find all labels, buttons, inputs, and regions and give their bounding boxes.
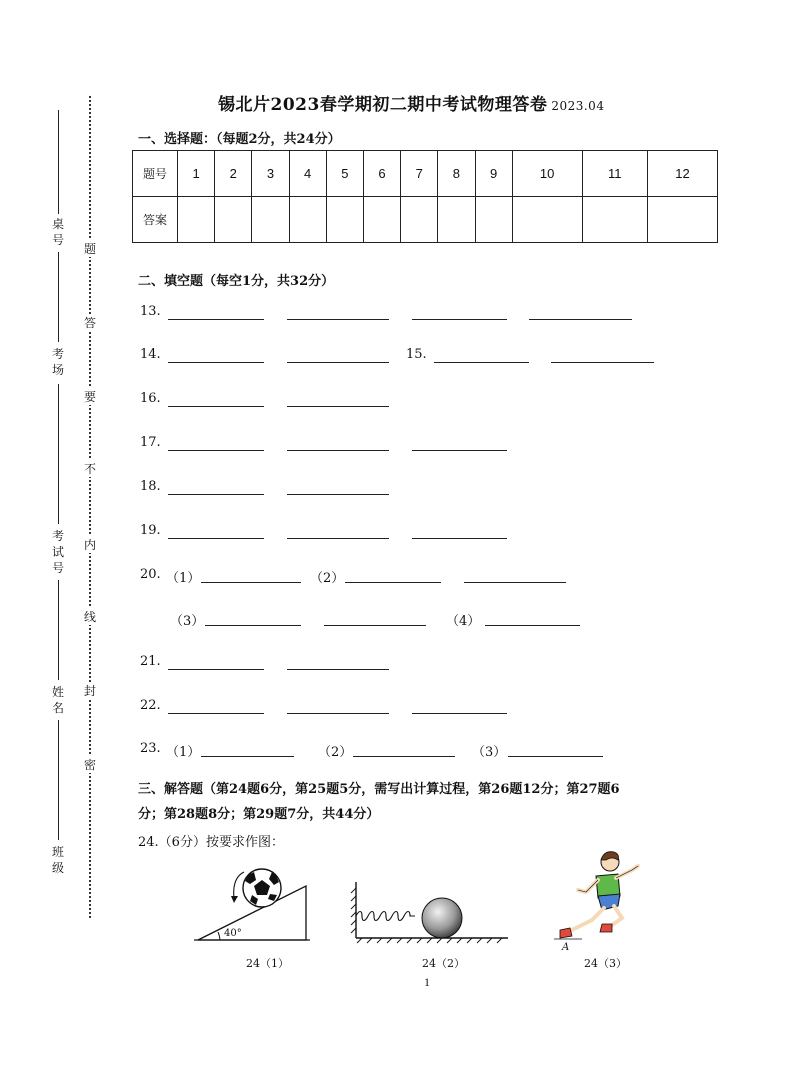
seal-char: 内 xyxy=(83,538,96,552)
answer-cell[interactable] xyxy=(363,197,400,243)
answer-blank[interactable] xyxy=(412,538,507,539)
answer-cell[interactable] xyxy=(178,197,215,243)
answer-blank[interactable] xyxy=(168,494,264,495)
answer-blank[interactable] xyxy=(353,756,455,757)
name-line[interactable] xyxy=(58,580,59,680)
answer-blank[interactable] xyxy=(168,406,264,407)
question-number: 2 xyxy=(215,151,252,197)
exam-id-label: 考试号 xyxy=(51,529,64,575)
answer-blank[interactable] xyxy=(551,362,654,363)
figure-caption-24-1: 24（1） xyxy=(246,957,289,970)
answer-cell[interactable] xyxy=(215,197,252,243)
name-label: 姓名 xyxy=(51,685,64,715)
question-14-label: 14. xyxy=(140,347,161,362)
seal-dotted-line xyxy=(89,96,91,918)
answer-cell[interactable] xyxy=(438,197,475,243)
question-number: 3 xyxy=(252,151,289,197)
part-1-label: （1） xyxy=(166,571,201,586)
answer-blank[interactable] xyxy=(168,669,264,670)
question-number: 5 xyxy=(326,151,363,197)
answer-cell[interactable] xyxy=(582,197,647,243)
seal-char: 要 xyxy=(83,390,96,404)
figure-running-boy[interactable] xyxy=(552,848,652,948)
class-line[interactable] xyxy=(58,720,59,840)
seal-char: 答 xyxy=(83,316,96,330)
answer-cell[interactable] xyxy=(475,197,512,243)
answer-blank[interactable] xyxy=(412,319,507,320)
question-20-label: 20. xyxy=(140,567,161,582)
answer-blank[interactable] xyxy=(287,362,389,363)
question-21-label: 21. xyxy=(140,654,161,669)
exam-room-label: 考场 xyxy=(51,347,64,377)
part-1-label: （1） xyxy=(166,745,201,760)
answer-blank[interactable] xyxy=(168,362,264,363)
exam-room-line[interactable] xyxy=(58,252,59,342)
figure-ball-on-incline[interactable] xyxy=(192,858,314,946)
section2-heading: 二、填空题（每空1分，共32分） xyxy=(138,274,335,289)
figure-caption-24-2: 24（2） xyxy=(422,957,465,970)
table-row xyxy=(133,197,718,243)
title-date: 2023.04 xyxy=(551,99,605,113)
answer-blank[interactable] xyxy=(168,713,264,714)
page-number: 1 xyxy=(424,975,430,989)
answer-cell[interactable] xyxy=(512,197,582,243)
answer-cell[interactable] xyxy=(401,197,438,243)
part-3-label: （3） xyxy=(472,745,507,760)
row-label-number: 题号 xyxy=(133,151,178,197)
question-15-label: 15. xyxy=(406,347,427,362)
seal-char: 密 xyxy=(83,758,96,772)
question-number: 4 xyxy=(289,151,326,197)
section1-heading: 一、选择题：（每题2分，共24分） xyxy=(138,132,341,147)
figure-spring-ball[interactable] xyxy=(350,880,510,944)
answer-blank[interactable] xyxy=(201,756,294,757)
question-23-label: 23. xyxy=(140,741,161,756)
title-text: 锡北片2023春学期初二期中考试物理答卷 xyxy=(218,95,548,115)
answer-blank[interactable] xyxy=(287,406,389,407)
answer-blank[interactable] xyxy=(287,450,389,451)
angle-label: 40° xyxy=(224,928,242,939)
question-19-label: 19. xyxy=(140,523,161,538)
seal-char: 题 xyxy=(83,242,96,256)
answer-blank[interactable] xyxy=(287,538,389,539)
answer-blank[interactable] xyxy=(464,582,566,583)
seal-char: 不 xyxy=(83,462,96,476)
page-title xyxy=(218,90,604,115)
question-number: 7 xyxy=(401,151,438,197)
question-number: 1 xyxy=(178,151,215,197)
part-3-label: （3） xyxy=(170,614,205,629)
question-17-label: 17. xyxy=(140,435,161,450)
answer-blank[interactable] xyxy=(168,319,264,320)
answer-blank[interactable] xyxy=(287,669,389,670)
section3-heading-line1: 三、解答题（第24题6分，第25题5分，需写出计算过程，第26题12分；第27题6 xyxy=(138,782,620,797)
answer-blank[interactable] xyxy=(201,582,301,583)
question-18-label: 18. xyxy=(140,479,161,494)
answer-cell[interactable] xyxy=(648,197,718,243)
answer-table xyxy=(132,150,718,243)
question-number: 11 xyxy=(582,151,647,197)
seal-char: 封 xyxy=(83,684,96,698)
part-2-label: （2） xyxy=(310,571,345,586)
answer-cell[interactable] xyxy=(252,197,289,243)
answer-blank[interactable] xyxy=(287,713,389,714)
question-number: 12 xyxy=(648,151,718,197)
answer-blank[interactable] xyxy=(287,319,389,320)
answer-cell[interactable] xyxy=(326,197,363,243)
question-number: 9 xyxy=(475,151,512,197)
answer-blank[interactable] xyxy=(434,362,529,363)
answer-blank[interactable] xyxy=(412,450,507,451)
answer-blank[interactable] xyxy=(168,538,264,539)
table-row xyxy=(133,151,718,197)
point-a-label: A xyxy=(562,942,570,953)
answer-blank[interactable] xyxy=(412,713,507,714)
question-16-label: 16. xyxy=(140,391,161,406)
question-24-label: 24.（6分）按要求作图： xyxy=(138,835,284,850)
exam-id-line[interactable] xyxy=(58,384,59,524)
desk-no-line[interactable] xyxy=(58,110,59,214)
section3-heading-line2: 分；第28题8分；第29题7分，共44分） xyxy=(138,807,380,822)
part-4-label: （4） xyxy=(446,614,481,629)
answer-cell[interactable] xyxy=(289,197,326,243)
question-13-label: 13. xyxy=(140,304,161,319)
answer-blank[interactable] xyxy=(529,319,632,320)
desk-no-label: 桌号 xyxy=(51,217,64,247)
question-22-label: 22. xyxy=(140,698,161,713)
question-number: 10 xyxy=(512,151,582,197)
answer-blank[interactable] xyxy=(168,450,264,451)
question-number: 6 xyxy=(363,151,400,197)
part-2-label: （2） xyxy=(318,745,353,760)
answer-blank[interactable] xyxy=(485,625,580,626)
figure-caption-24-3: 24（3） xyxy=(584,957,627,970)
question-number: 8 xyxy=(438,151,475,197)
answer-blank[interactable] xyxy=(287,494,389,495)
answer-blank[interactable] xyxy=(205,625,301,626)
answer-blank[interactable] xyxy=(345,582,441,583)
answer-blank[interactable] xyxy=(324,625,426,626)
seal-char: 线 xyxy=(83,610,96,624)
row-label-answer: 答案 xyxy=(133,197,178,243)
answer-blank[interactable] xyxy=(508,756,603,757)
class-label: 班级 xyxy=(51,845,64,875)
